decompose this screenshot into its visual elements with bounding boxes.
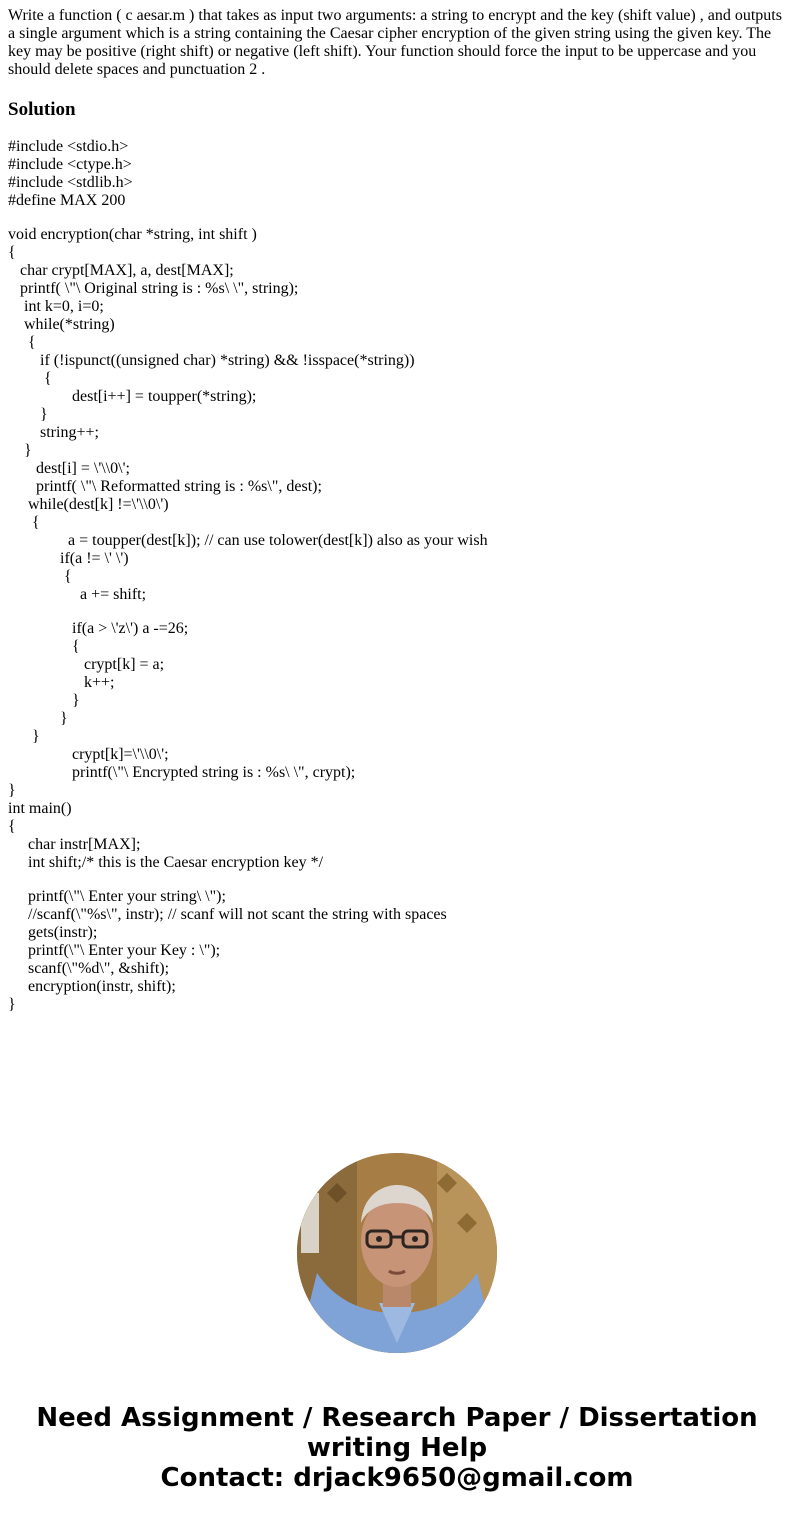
code-line — [8, 604, 788, 620]
question-text: Write a function ( c aesar.m ) that takes as input two arguments: a string to encrypt and the key (shift value) , and outputs a single argument which is a string containing the Caesar cipher encryption of the given string using the given key. The key may be positive (right shift) or negative (left shift). Your function should force the input to be uppercase and you should delete spaces and punctuation 2 . — [8, 7, 782, 78]
code-line: int k=0, i=0; — [8, 298, 104, 315]
code-line: { — [8, 638, 80, 655]
code-line: { — [8, 514, 40, 531]
code-line — [8, 872, 788, 888]
code-line: { — [8, 568, 72, 585]
code-line: } — [8, 692, 80, 709]
code-line: string++; — [8, 424, 99, 441]
code-line: } — [8, 728, 40, 745]
code-line: if(a > \'z\') a -=26; — [8, 620, 189, 637]
code-line: crypt[k]=\'\\0\'; — [8, 746, 169, 763]
code-line: while(dest[k] !=\'\\0\') — [8, 496, 169, 513]
promo-banner — [0, 1403, 794, 1493]
code-line: #include <stdio.h> — [8, 138, 129, 155]
code-line: encryption(instr, shift); — [8, 978, 176, 995]
code-line: crypt[k] = a; — [8, 656, 165, 673]
code-line: printf(\"\ Enter your string\ \"); — [8, 888, 226, 905]
code-line: void encryption(char *string, int shift ) — [8, 226, 257, 243]
code-line: printf(\"\ Encrypted string is : %s\ \", crypt); — [8, 764, 356, 781]
code-line: printf(\"\ Enter your Key : \"); — [8, 942, 221, 959]
solution-heading: Solution — [8, 99, 76, 120]
code-line: printf( \"\ Original string is : %s\ \", string); — [8, 280, 299, 297]
code-line: #define MAX 200 — [8, 192, 126, 209]
code-line: if (!ispunct((unsigned char) *string) && !isspace(*string)) — [8, 352, 415, 369]
code-line: char instr[MAX]; — [8, 836, 141, 853]
code-line: } — [8, 406, 48, 423]
code-line: } — [8, 996, 16, 1013]
code-line — [8, 210, 788, 226]
code-line: } — [8, 442, 32, 459]
code-line: char crypt[MAX], a, dest[MAX]; — [8, 262, 234, 279]
code-line: { — [8, 244, 16, 261]
code-line: printf( \"\ Reformatted string is : %s\", dest); — [8, 478, 322, 495]
author-avatar — [297, 1153, 497, 1353]
promo-line-1: Need Assignment / Research Paper / Dissertation — [36, 1403, 758, 1433]
code-line: k++; — [8, 674, 115, 691]
code-line: int main() — [8, 800, 72, 817]
code-line: } — [8, 710, 68, 727]
code-line: { — [8, 818, 16, 835]
code-line: } — [8, 782, 16, 799]
code-line: gets(instr); — [8, 924, 98, 941]
code-line: { — [8, 370, 52, 387]
code-line: #include <ctype.h> — [8, 156, 132, 173]
code-line: int shift;/* this is the Caesar encryption key */ — [8, 854, 324, 871]
code-line: dest[i++] = toupper(*string); — [8, 388, 257, 405]
promo-contact: Contact: drjack9650@gmail.com — [160, 1463, 634, 1493]
code-line: dest[i] = \'\\0\'; — [8, 460, 130, 477]
code-line: a += shift; — [8, 586, 147, 603]
code-line: //scanf(\"%s\", instr); // scanf will not scant the string with spaces — [8, 906, 447, 923]
code-line: while(*string) — [8, 316, 115, 333]
solution-code — [8, 138, 788, 1014]
person-portrait-icon — [297, 1153, 497, 1353]
code-line: { — [8, 334, 36, 351]
code-line: #include <stdlib.h> — [8, 174, 133, 191]
code-line: scanf(\"%d\", &shift); — [8, 960, 170, 977]
promo-line-2: writing Help — [306, 1433, 488, 1463]
code-line: if(a != \' \') — [8, 550, 129, 567]
code-line: a = toupper(dest[k]); // can use tolower(dest[k]) also as your wish — [8, 532, 488, 549]
